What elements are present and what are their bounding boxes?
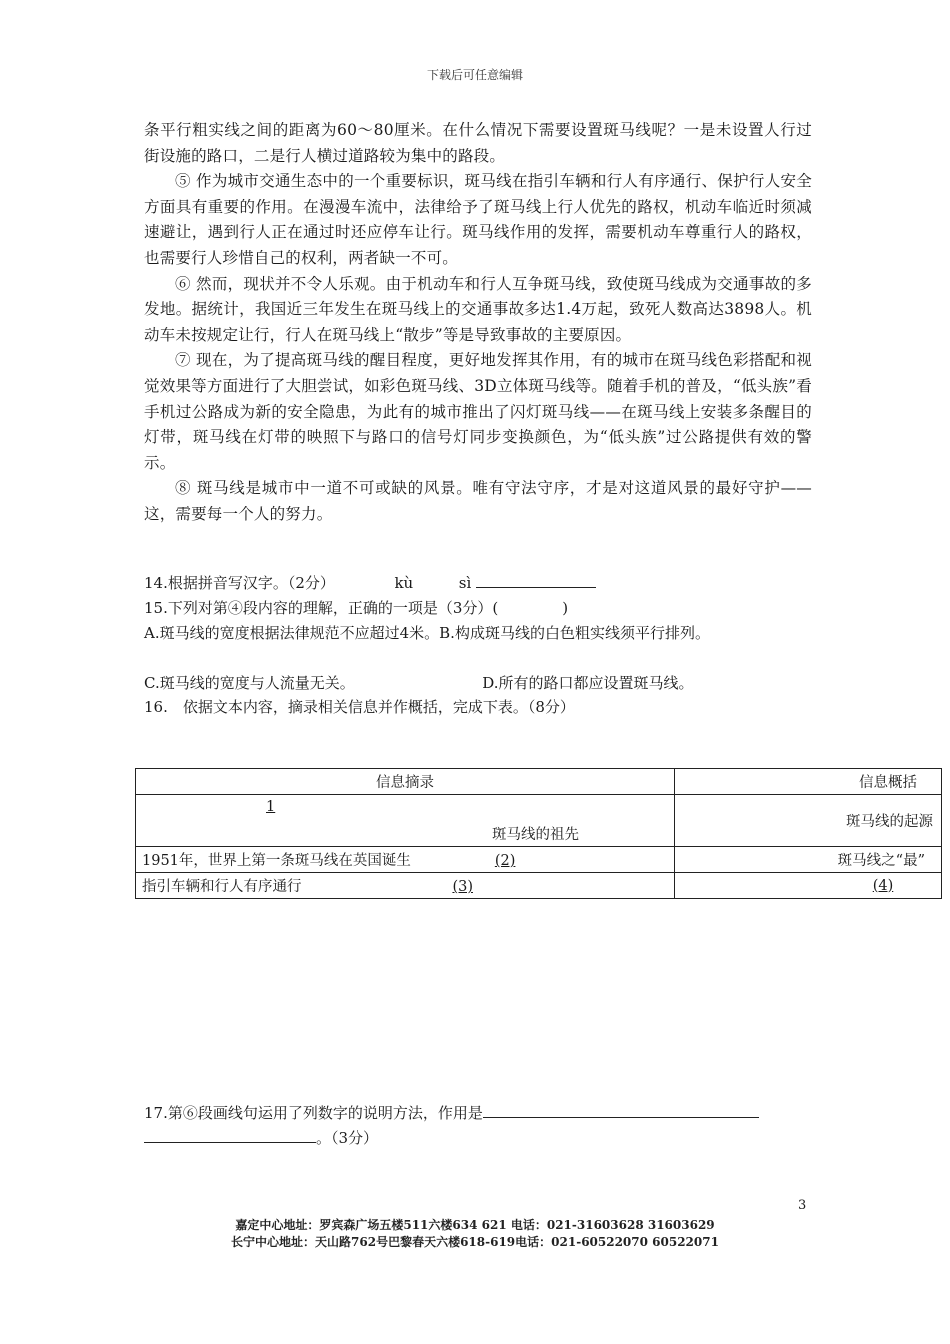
option-d: D.所有的路口都应设置斑马线。 [482, 674, 694, 692]
row-1-excerpt: 斑马线的祖先 [492, 827, 579, 843]
question-15-stem: 15.下列对第④段内容的理解，正确的一项是（3分）( [144, 599, 499, 617]
question-17-line-2 [144, 1127, 378, 1148]
row-3-excerpt: 指引车辆和行人有序通行 [142, 879, 302, 895]
table-row-3-left [136, 873, 675, 899]
passage-paragraph-5: ⑤ 作为城市交通生态中的一个重要标识，斑马线在指引车辆和行人有序通行、保护行人安全方面具有重要的作用。在漫漫车流中，法律给予了斑马线上行人优先的路权，机动车临近时须减速避让，遇到行人正在通过时还应停车让行。斑马线作用的发挥，需要机动车尊重行人的路权，也需要行人珍惜自己的权利，两者缺一不可。 [144, 172, 812, 267]
passage-paragraph-6: ⑥ 然而，现状并不令人乐观。由于机动车和行人互争斑马线，致使斑马线成为交通事故的多发地。据统计，我国近三年发生在斑马线上的交通事故多达1.4万起，致死人数高达3898人。机动车未按规定让行，行人在斑马线上“散步”等是导致事故的主要原因。 [144, 274, 812, 344]
row-2-excerpt: 1951年，世界上第一条斑马线在英国诞生 [142, 853, 411, 869]
footer-address-jiading: 嘉定中心地址：罗宾森广场五楼511六楼634 621 电话：021-31603628 31603629 [235, 1218, 715, 1232]
page-number: 3 [798, 1198, 807, 1213]
row-1-number: 1 [266, 799, 276, 815]
pinyin-2: sì [458, 574, 472, 592]
table-header-left: 信息摘录 [136, 769, 675, 795]
passage-paragraph-8: ⑧ 斑马线是城市中一道不可或缺的风景。唯有守法守序，才是对这道风景的最好守护——这，需要每一个人的努力。 [144, 479, 812, 523]
question-15-stem-close: ) [562, 599, 569, 617]
table-row-3-right[interactable] [675, 873, 942, 899]
page-header: 下载后可任意编辑 [426, 68, 523, 82]
pinyin-1: kù [394, 574, 414, 592]
question-17 [144, 1102, 759, 1123]
footer-address-changning: 长宁中心地址：天山路762号巴黎春天六楼618-619电话：021-60522070 60522071 [231, 1235, 719, 1249]
answer-blank-17a[interactable] [483, 1103, 759, 1118]
row-3-blank[interactable]: (3) [452, 879, 473, 895]
table-header-right: 信息概括 [675, 769, 942, 795]
table-row-2-left [136, 847, 675, 873]
answer-blank-17b[interactable] [144, 1128, 316, 1143]
table-row-2-right: 斑马线之“最” [675, 847, 942, 873]
question-16: 16. 依据文本内容，摘录相关信息并作概括，完成下表。（8分） [144, 698, 575, 716]
option-c: C.斑马线的宽度与人流量无关。 [144, 674, 355, 692]
info-table [135, 768, 942, 899]
question-15 [144, 597, 568, 618]
question-14 [144, 572, 596, 593]
question-17-stem: 17.第⑥段画线句运用了列数字的说明方法，作用是 [144, 1104, 483, 1122]
option-a: A.斑马线的宽度根据法律规范不应超过4米。 [144, 624, 440, 642]
question-14-stem: 14.根据拼音写汉字。（2分） [144, 574, 335, 592]
row-3-right-blank[interactable]: (4) [872, 877, 894, 894]
passage-paragraph-7: ⑦ 现在，为了提高斑马线的醒目程度，更好地发挥其作用，有的城市在斑马线色彩搭配和视觉效果等方面进行了大胆尝试，如彩色斑马线、3D立体斑马线等。随着手机的普及，“低头族”看手机过公路成为新的安全隐患，为此有的城市推出了闪灯斑马线——在斑马线上安装多条醒目的灯带，斑马线在灯带的映照下与路口的信号灯同步变换颜色，为“低头族”过公路提供有效的警示。 [144, 351, 812, 472]
question-17-end: 。（3分） [316, 1129, 379, 1147]
answer-blank-14[interactable] [476, 573, 596, 588]
question-15-options-cd [144, 672, 694, 693]
table-row-1-right: 斑马线的起源 [675, 795, 942, 847]
row-2-blank[interactable]: (2) [494, 853, 516, 869]
option-b: B.构成斑马线的白色粗实线须平行排列。 [439, 624, 710, 642]
question-15-options-ab [144, 622, 710, 643]
reading-passage [144, 118, 812, 528]
table-row-1-left [136, 795, 675, 847]
passage-paragraph-4-tail: 条平行粗实线之间的距离为60～80厘米。在什么情况下需要设置斑马线呢？一是未设置人行过街设施的路口，二是行人横过道路较为集中的路段。 [144, 121, 812, 165]
